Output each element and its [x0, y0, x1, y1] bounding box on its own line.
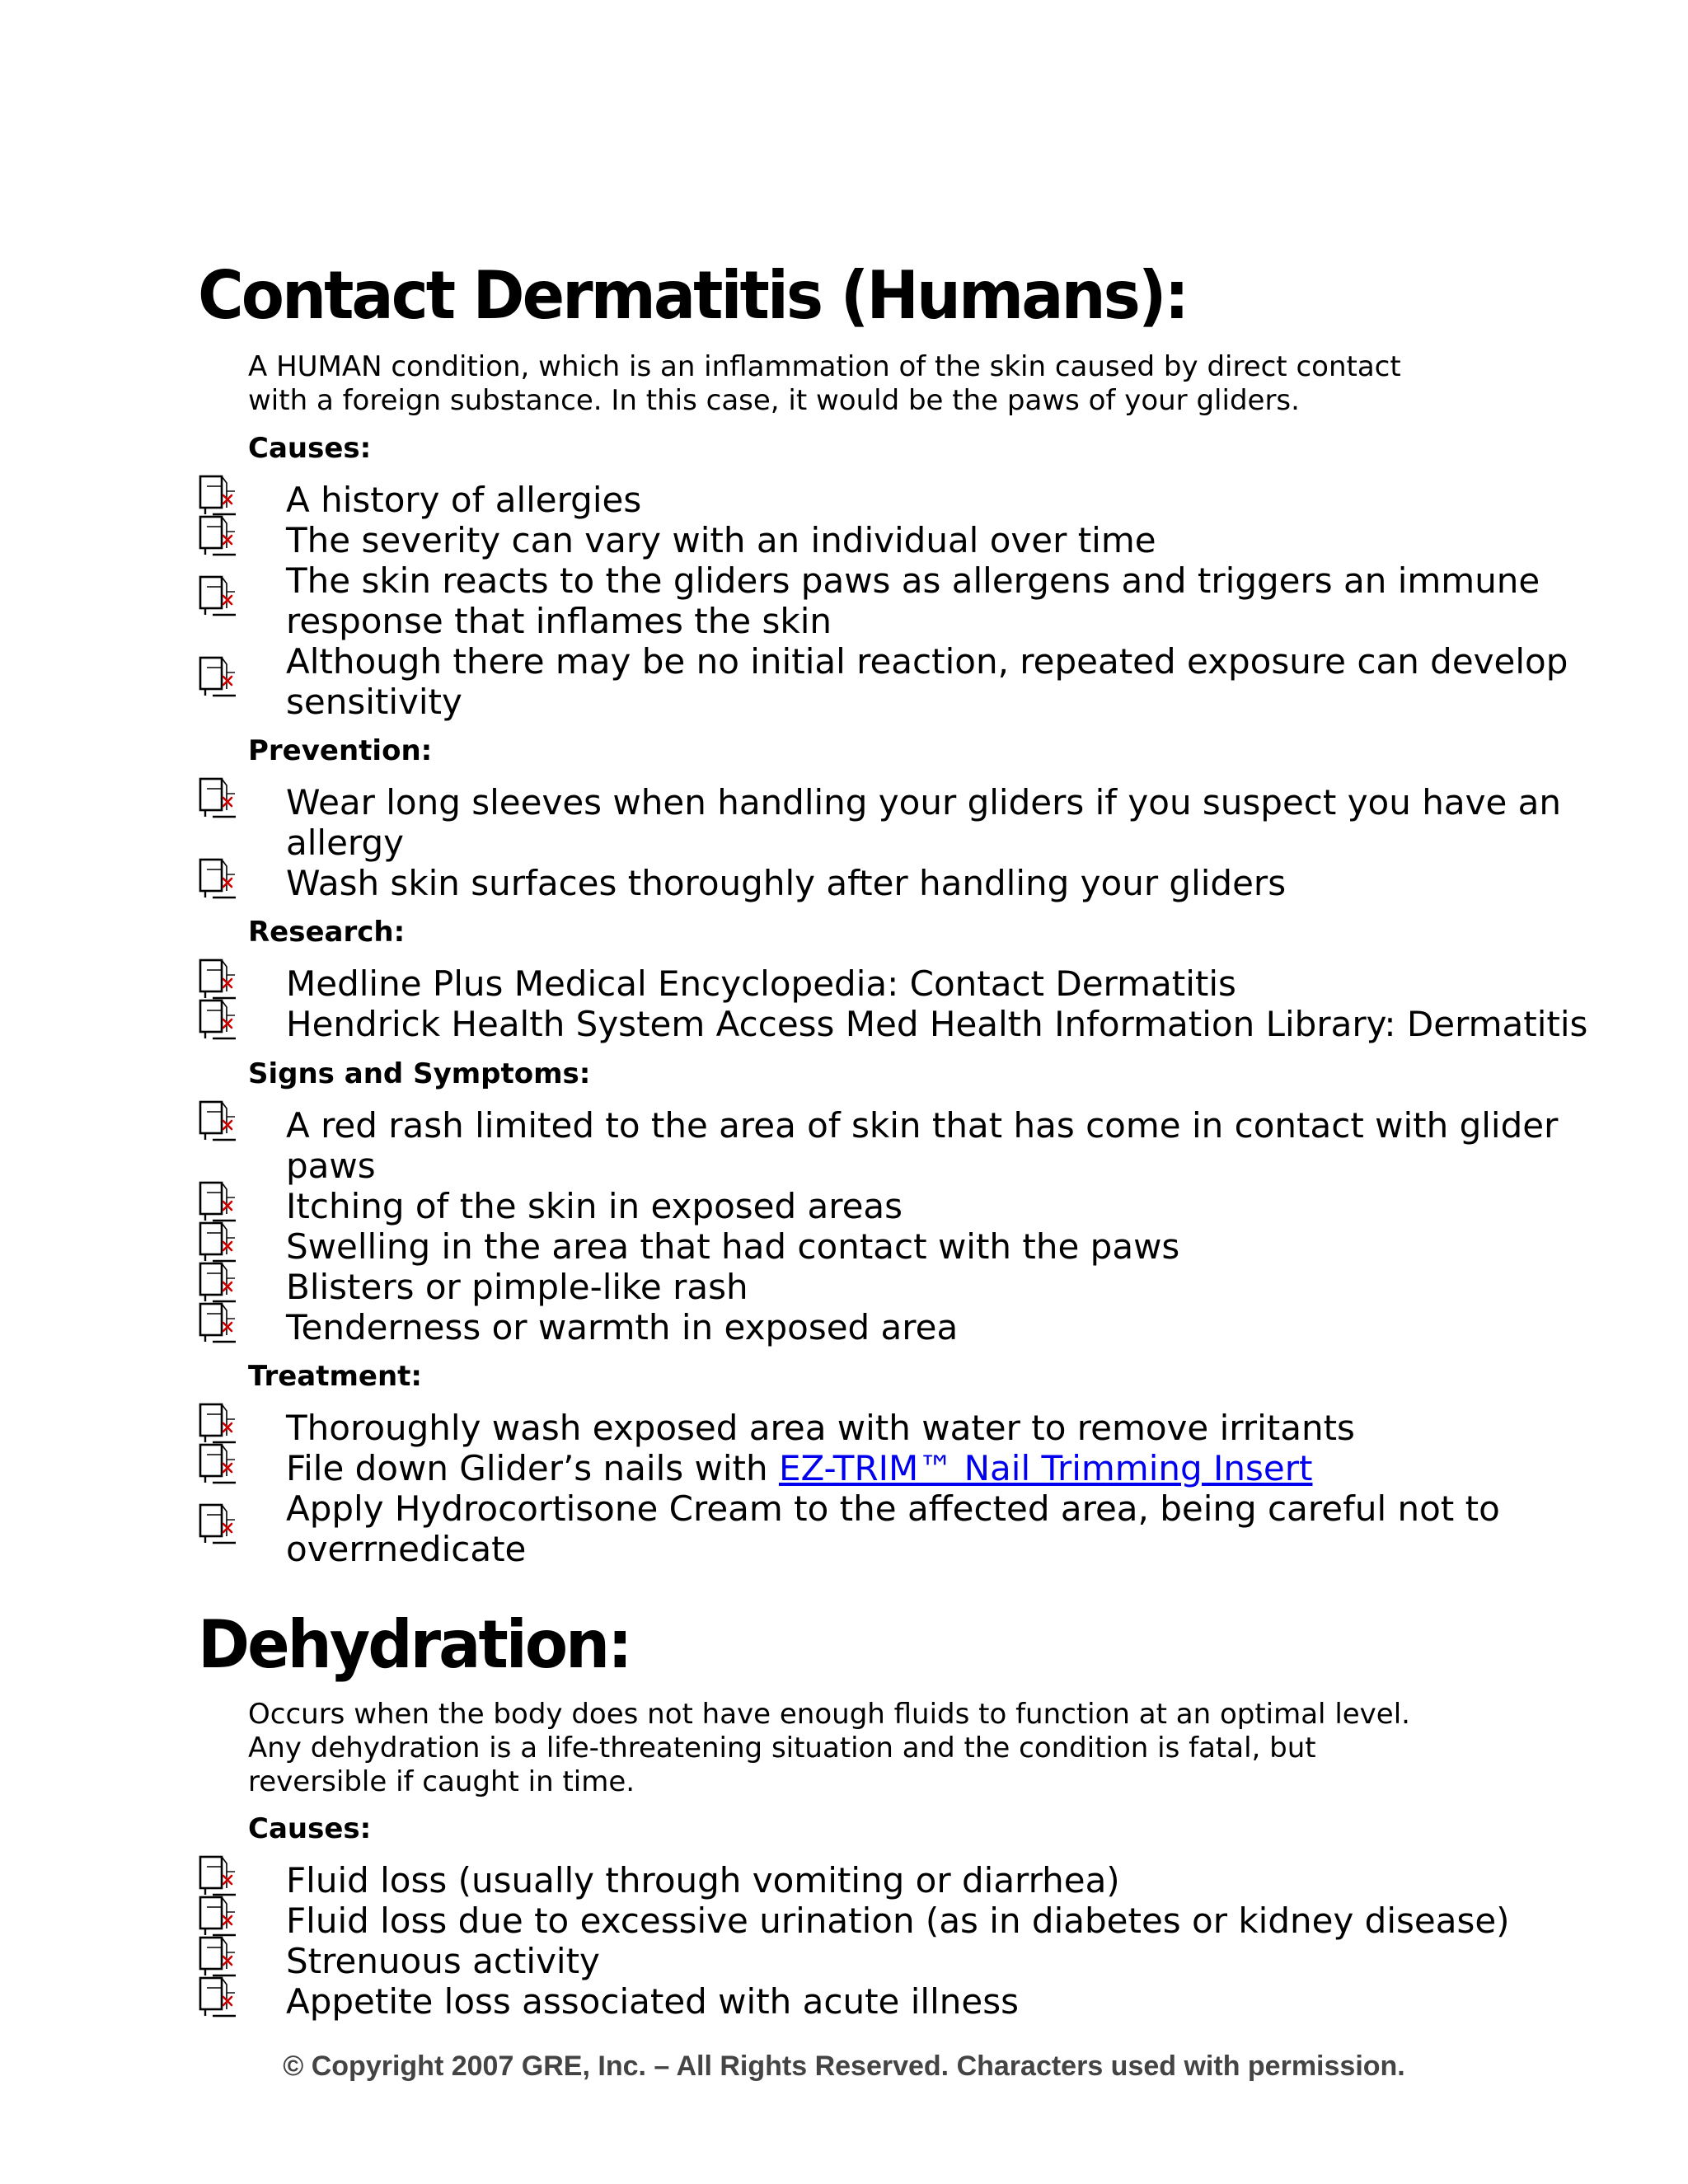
checkbox-x-icon — [199, 777, 237, 825]
list-item — [199, 1004, 1588, 1047]
list-item — [199, 1105, 1559, 1186]
subheading-treatment: Treatment: — [248, 1360, 423, 1393]
list-item — [199, 641, 1568, 722]
list-item — [199, 1488, 1550, 1569]
list-item-text: Swelling in the area that had contact with the paws — [286, 1226, 1180, 1267]
section-title-contact-dermatitis: Contact Dermatitis (Humans): — [198, 255, 1187, 334]
list-item — [199, 1900, 1550, 1943]
list-item-text: The severity can vary with an individual over time — [286, 520, 1156, 560]
checkbox-x-icon — [199, 999, 237, 1047]
list-item — [199, 1941, 1550, 1984]
list-item — [199, 1186, 1550, 1229]
list-item-text: Fluid loss (usually through vomiting or diarrhea) — [286, 1860, 1120, 1900]
list-item — [199, 1307, 1550, 1350]
checkbox-x-icon — [199, 1503, 237, 1551]
list-item-text: Wear long sleeves when handling your gliders if you suspect you have an allergy — [286, 782, 1561, 863]
subheading-research: Research: — [248, 916, 406, 949]
intro-line: reversible if caught in time. — [248, 1765, 635, 1798]
list-item-text: Medline Plus Medical Encyclopedia: Contact Dermatitis — [286, 963, 1236, 1004]
checkbox-x-icon — [199, 1100, 237, 1148]
intro-line: with a foreign substance. In this case, it would be the paws of your gliders. — [248, 384, 1300, 417]
intro-line: Any dehydration is a life-threatening situation and the condition is fatal, but — [248, 1732, 1316, 1765]
list-item — [199, 1226, 1550, 1269]
list-item — [199, 782, 1561, 863]
list-item-text: Thoroughly wash exposed area with water to remove irritants — [286, 1408, 1355, 1448]
list-item-text: Tenderness or warmth in exposed area — [286, 1307, 959, 1347]
list-item-text: A red rash limited to the area of skin that has come in contact with glider paws — [286, 1105, 1559, 1186]
list-item-text: Fluid loss due to excessive urination (as in diabetes or kidney disease) — [286, 1900, 1510, 1941]
copyright-footer: © Copyright 2007 GRE, Inc. – All Rights Reserved. Characters used with permission. — [283, 2050, 1405, 2082]
list-item — [199, 863, 1550, 906]
intro-line: A HUMAN condition, which is an inflammation of the skin caused by direct contact — [248, 350, 1401, 383]
list-item-text: Strenuous activity — [286, 1941, 600, 1981]
list-item-text: File down Glider’s nails with EZ-TRIM™ Nail Trimming Insert — [286, 1448, 1313, 1488]
checkbox-x-icon — [199, 1443, 237, 1491]
list-item-text: Hendrick Health System Access Med Health Information Library: Dermatitis — [286, 1004, 1588, 1044]
list-item — [199, 1860, 1550, 1903]
list-item — [199, 963, 1550, 1006]
ez-trim-link[interactable]: EZ-TRIM™ Nail Trimming Insert — [778, 1448, 1313, 1488]
list-item — [199, 1408, 1550, 1451]
section-title-dehydration: Dehydration: — [198, 1605, 631, 1683]
checkbox-x-icon — [199, 1976, 237, 2024]
list-item-text: Apply Hydrocortisone Cream to the affected area, being careful not to overrnedicate — [286, 1488, 1500, 1569]
list-item-text: A history of allergies — [286, 480, 642, 520]
list-item — [199, 480, 1550, 523]
subheading-causes: Causes: — [248, 1812, 372, 1845]
subheading-signs-and-symptoms: Signs and Symptoms: — [248, 1057, 591, 1090]
list-item — [199, 1448, 1550, 1491]
list-item — [199, 560, 1550, 641]
list-item-text: Itching of the skin in exposed areas — [286, 1186, 903, 1226]
checkbox-x-icon — [199, 575, 237, 623]
list-item — [199, 1267, 1550, 1310]
list-item-text: The skin reacts to the gliders paws as allergens and triggers an immune response that inflames the skin — [286, 560, 1540, 641]
list-item-text: Appetite loss associated with acute illness — [286, 1981, 1019, 2022]
checkbox-x-icon — [199, 858, 237, 906]
subheading-prevention: Prevention: — [248, 734, 433, 767]
checkbox-x-icon — [199, 1302, 237, 1350]
list-item-text: Blisters or pimple-like rash — [286, 1267, 748, 1307]
checkbox-x-icon — [199, 515, 237, 563]
subheading-causes: Causes: — [248, 432, 372, 465]
list-item — [199, 1981, 1550, 2024]
checkbox-x-icon — [199, 656, 237, 704]
list-item-text: Wash skin surfaces thoroughly after handling your gliders — [286, 863, 1287, 903]
intro-line: Occurs when the body does not have enough fluids to function at an optimal level. — [248, 1698, 1410, 1731]
list-item-text: Although there may be no initial reaction, repeated exposure can develop sensitivity — [286, 641, 1568, 722]
list-item — [199, 520, 1550, 563]
